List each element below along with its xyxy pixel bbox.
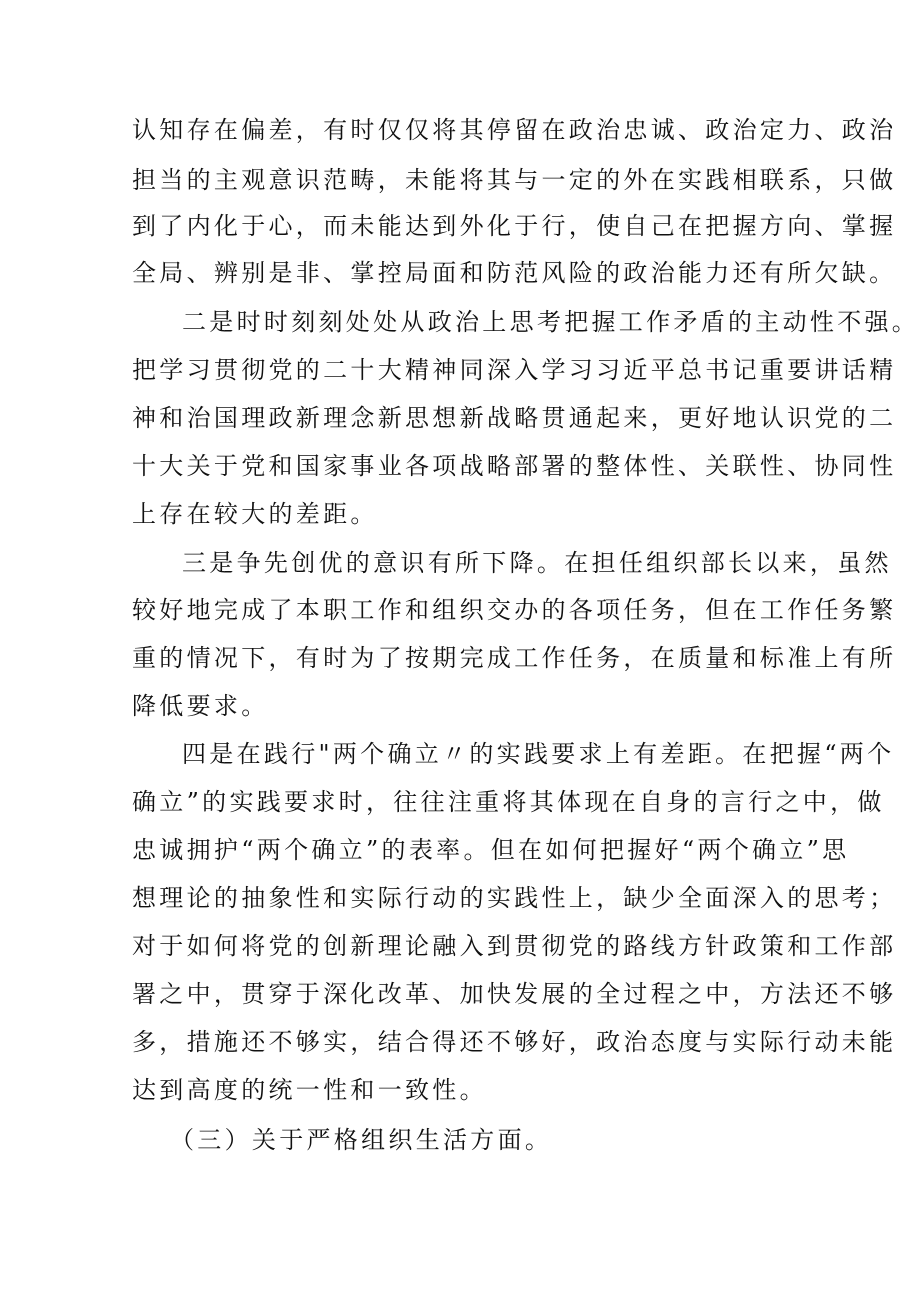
- text-line: 四是在践行"两个确立〃的实践要求上有差距。在把握“两个: [182, 740, 895, 768]
- text-line: 到了内化于心，而未能达到外化于行，使自己在把握方向、掌握: [132, 212, 897, 240]
- text-line: 忠诚拥护“两个确立”的表率。但在如何把握好“两个确立”思: [132, 836, 850, 864]
- text-line: 认知存在偏差，有时仅仅将其停留在政治忠诚、政治定力、政治: [132, 116, 897, 144]
- text-line: 担当的主观意识范畴，未能将其与一定的外在实践相联系，只做: [132, 166, 897, 194]
- heading-text: （三）关于严格组织生活方面。: [170, 1126, 553, 1154]
- text-line: 三是争先创优的意识有所下降。在担任组织部长以来，虽然: [182, 549, 892, 577]
- text-line: 降低要求。: [132, 692, 269, 720]
- text-line: 神和治国理政新理念新思想新战略贯通起来，更好地认识党的二: [132, 404, 897, 432]
- text-line: 达到高度的统一性和一致性。: [132, 1076, 487, 1104]
- text-line: 把学习贯彻党的二十大精神同深入学习习近平总书记重要讲话精: [132, 356, 897, 384]
- text-line: 多，措施还不够实，结合得还不够好，政治态度与实际行动未能: [132, 1028, 897, 1056]
- text-line: 十大关于党和国家事业各项战略部署的整体性、关联性、协同性: [132, 452, 897, 480]
- text-line: 全局、辨别是非、掌控局面和防范风险的政治能力还有所欠缺。: [132, 259, 897, 287]
- text-line: 署之中，贯穿于深化改革、加快发展的全过程之中，方法还不够: [132, 980, 897, 1008]
- text-line: 确立”的实践要求时，往往注重将其体现在自身的言行之中，做: [132, 788, 885, 816]
- text-line: 重的情况下，有时为了按期完成工作任务，在质量和标准上有所: [132, 644, 897, 672]
- text-line: 想理论的抽象性和实际行动的实践性上，缺少全面深入的思考；: [132, 884, 897, 912]
- text-line: 较好地完成了本职工作和组织交办的各项任务，但在工作任务繁: [132, 596, 897, 624]
- text-line: 对于如何将党的创新理论融入到贯彻党的路线方针政策和工作部: [132, 932, 897, 960]
- text-line: 二是时时刻刻处处从政治上思考把握工作矛盾的主动性不强。: [182, 308, 920, 336]
- text-line: 上存在较大的差距。: [132, 500, 378, 528]
